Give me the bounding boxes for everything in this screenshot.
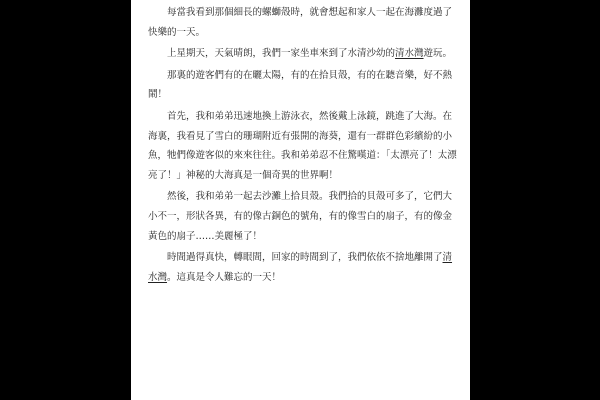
paragraph bbox=[148, 44, 457, 64]
paragraph-text: 那裏的遊客們有的在曬太陽，有的在拾貝殼，有的在聽音樂，好不熱鬧！ bbox=[148, 69, 453, 101]
paragraph-text: 。這真是令人難忘的一天！ bbox=[167, 271, 282, 283]
place-name: 清水灣 bbox=[148, 252, 453, 283]
paragraph bbox=[148, 107, 457, 185]
paragraph-text: 然後，我和弟弟一起去沙灘上拾貝殼。我們拾的貝殼可多了，它們大小不一，形狀各異，有的像古銅色的號角，有的像雪白的扇子，有的像金黃色的扇子……美麗極了！ bbox=[148, 191, 453, 242]
document-page bbox=[131, 0, 470, 400]
paragraph bbox=[148, 248, 457, 287]
paragraph-text: 遊玩。 bbox=[423, 48, 453, 60]
paragraph-text: 每當我看到那個細長的螺螄殼時，就會想起和家人一起在海灘度過了快樂的一天。 bbox=[148, 7, 453, 38]
paragraph-text: 時間過得真快，轉眼間，回家的時間到了，我們依依不捨地離開了 bbox=[167, 252, 443, 264]
essay-body bbox=[148, 3, 457, 287]
place-name: 清水灣 bbox=[395, 48, 424, 60]
paragraph bbox=[148, 3, 457, 42]
paragraph-text: 上星期天，天氣晴朗，我們一家坐車來到了水清沙幼的 bbox=[167, 48, 396, 60]
paragraph bbox=[148, 66, 457, 105]
paragraph-text: 首先，我和弟弟迅速地換上游泳衣，然後戴上泳鏡，跳進了大海。在海裏，我看見了雪白的珊瑚附近有張開的海葵，還有一群群色彩繽紛的小魚，牠們像遊客似的來來往往。我和弟弟忍不住驚嘆道：「太漂亮了！太漂亮了！」神秘的大海真是一個奇異的世界啊！ bbox=[148, 110, 457, 181]
paragraph bbox=[148, 187, 457, 246]
